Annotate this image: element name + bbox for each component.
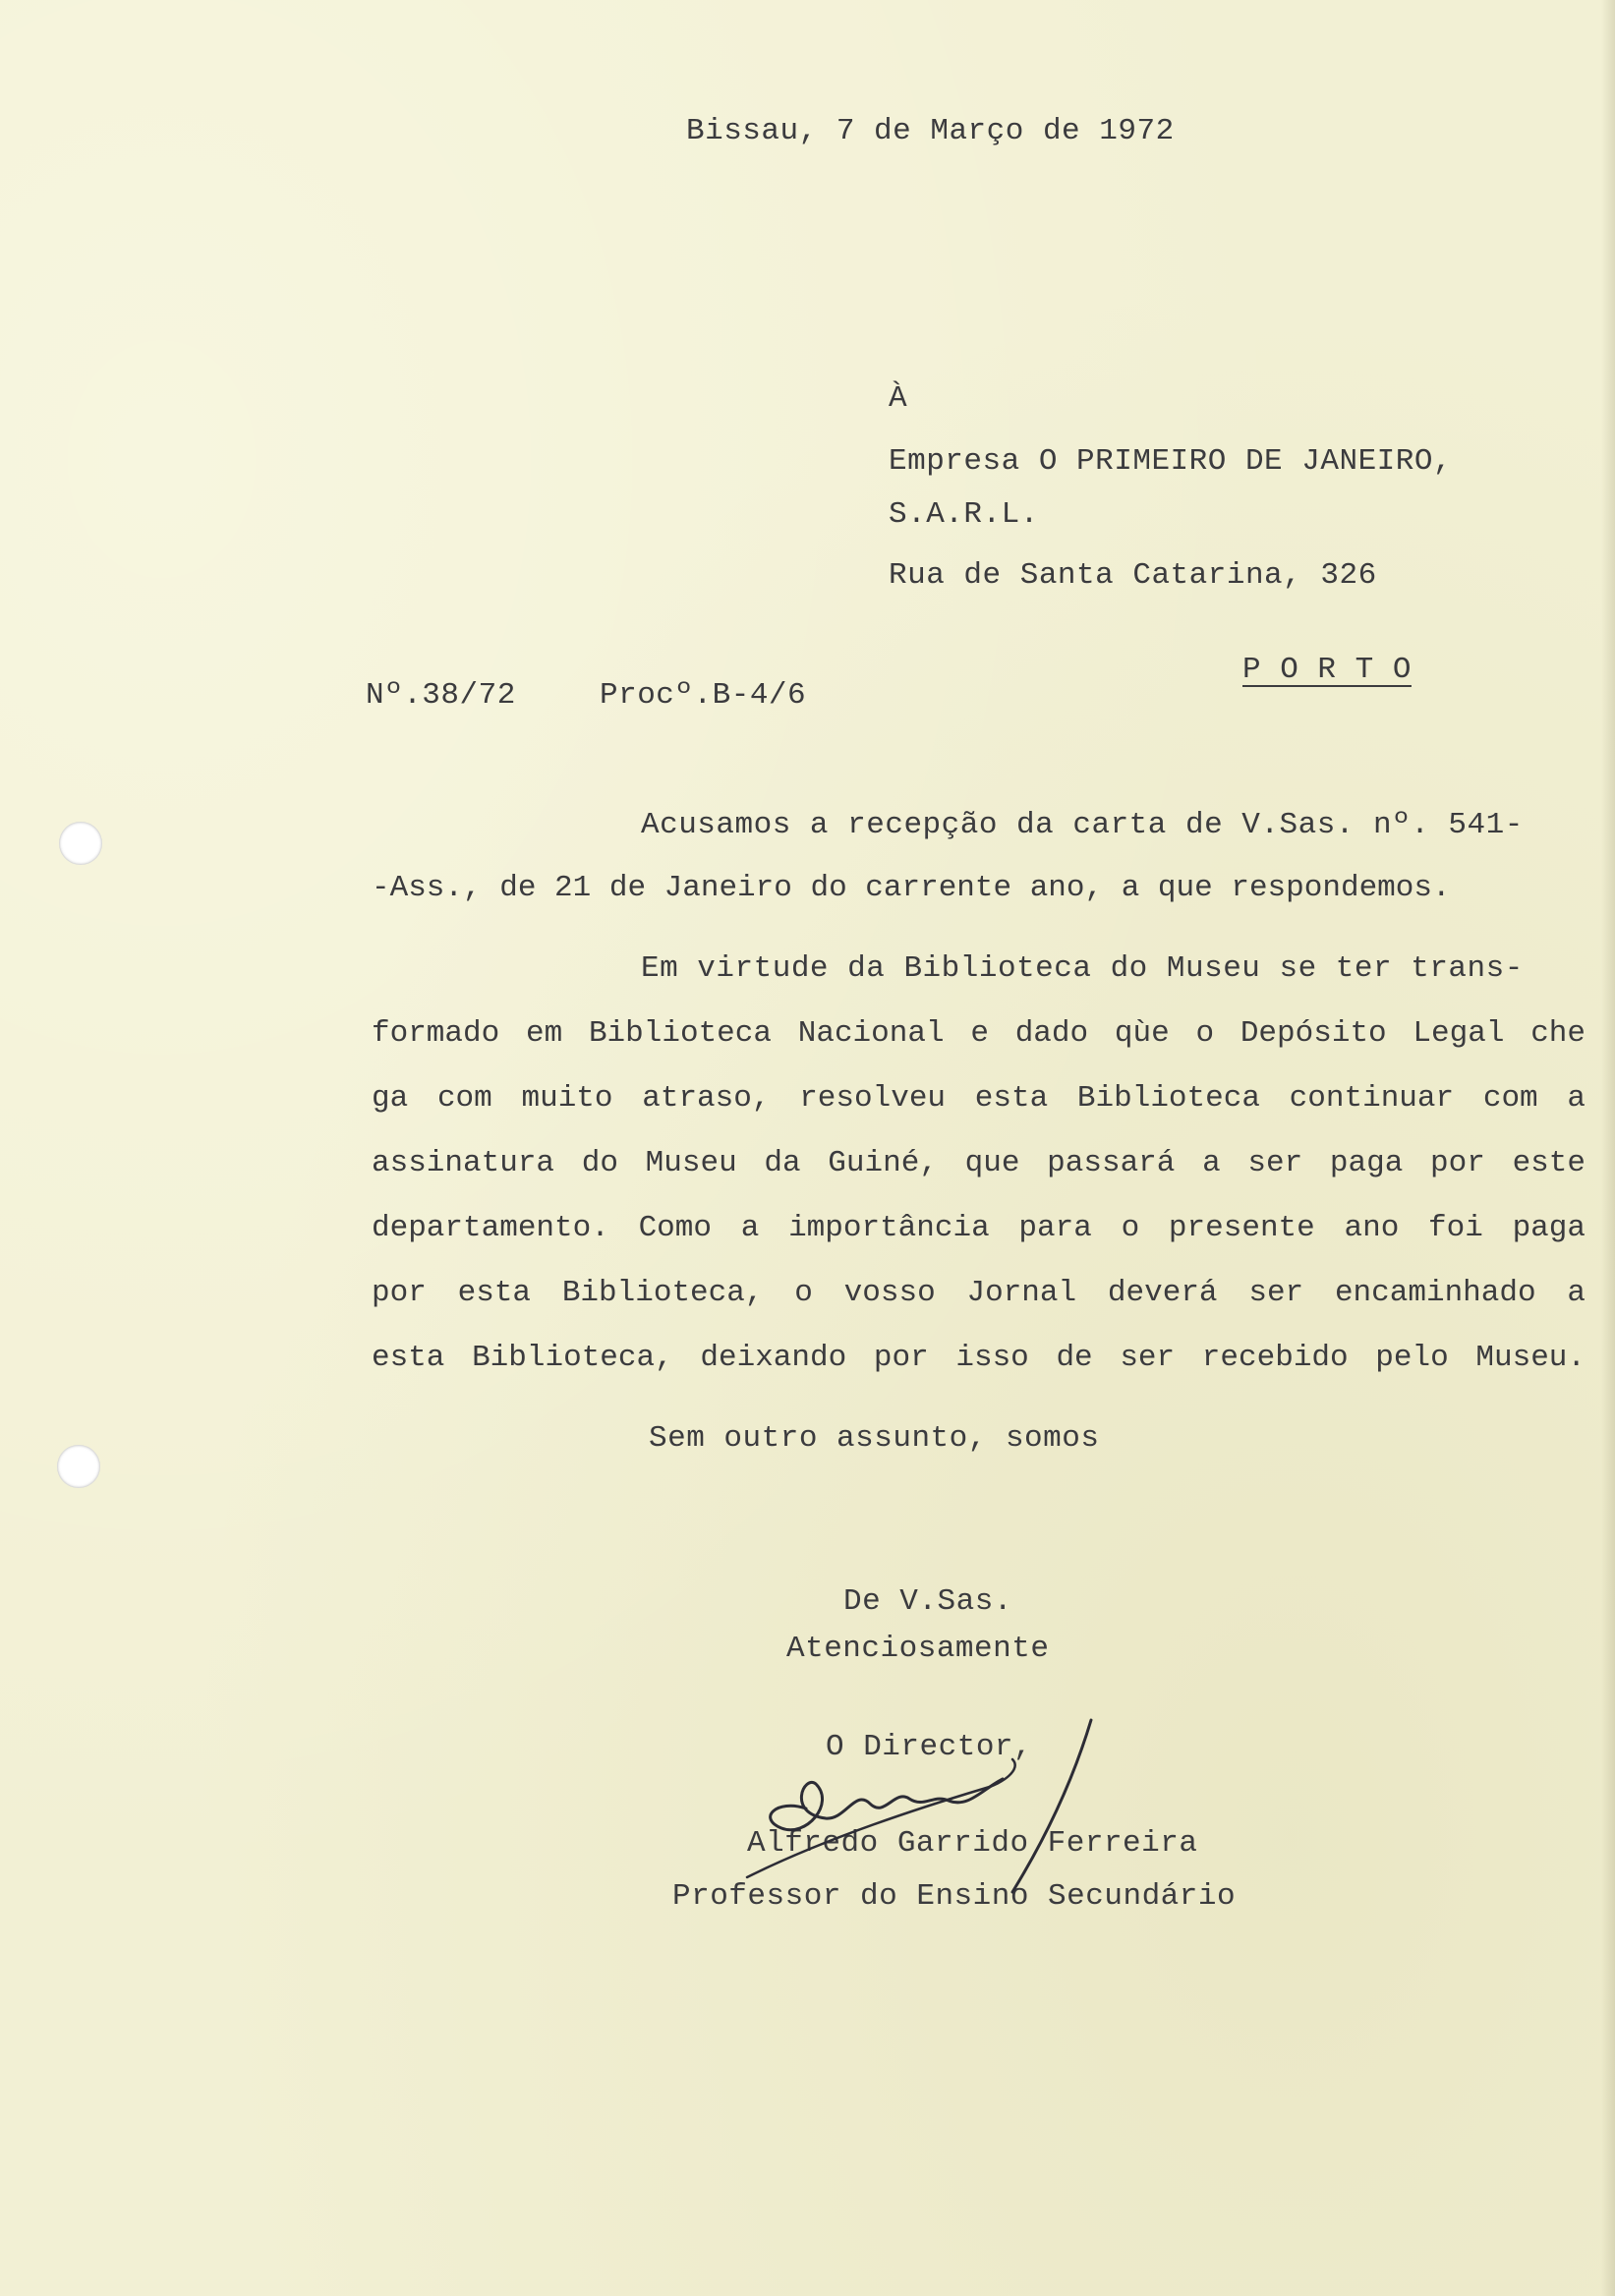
body-line: assinatura do Museu da Guiné, que passará a ser paga por este (372, 1146, 1586, 1180)
paper-edge-shadow (1601, 0, 1615, 2296)
body-line: Em virtude da Biblioteca do Museu se ter trans- (641, 951, 1524, 986)
body-line: esta Biblioteca, deixando por isso de ser recebido pelo Museu. (372, 1341, 1586, 1375)
body-line: departamento. Como a importância para o presente ano foi paga (372, 1211, 1586, 1245)
closing-line: Atenciosamente (786, 1632, 1050, 1666)
recipient-prefix: À (889, 381, 908, 416)
punch-hole (59, 822, 102, 865)
recipient-city: P O R T O (1242, 653, 1412, 687)
recipient-address: Rua de Santa Catarina, 326 (889, 558, 1377, 593)
process-number: Procº.B-4/6 (600, 678, 807, 713)
punch-hole (57, 1445, 100, 1488)
reference-number: Nº.38/72 (366, 678, 516, 713)
recipient-company-type: S.A.R.L. (889, 497, 1039, 532)
body-line: formado em Biblioteca Nacional e dado qùe o Depósito Legal che (372, 1016, 1586, 1051)
recipient-company: Empresa O PRIMEIRO DE JANEIRO, (889, 444, 1453, 479)
signatory-name: Alfredo Garrido Ferreira (747, 1826, 1198, 1861)
handwritten-signature (688, 1710, 1111, 1897)
body-line: Acusamos a recepção da carta de V.Sas. nº. 541- (641, 808, 1524, 842)
closing-line: De V.Sas. (843, 1584, 1012, 1619)
body-line: -Ass., de 21 de Janeiro do carrente ano, a que respondemos. (372, 871, 1451, 905)
body-line: por esta Biblioteca, o vosso Jornal deverá ser encaminhado a (372, 1276, 1586, 1310)
body-line: ga com muito atraso, resolveu esta Biblioteca continuar com a (372, 1081, 1586, 1116)
body-line: Sem outro assunto, somos (649, 1421, 1100, 1456)
signatory-position: Professor do Ensino Secundário (672, 1879, 1237, 1914)
signatory-title: O Director, (826, 1730, 1033, 1764)
date-line: Bissau, 7 de Março de 1972 (686, 114, 1175, 148)
